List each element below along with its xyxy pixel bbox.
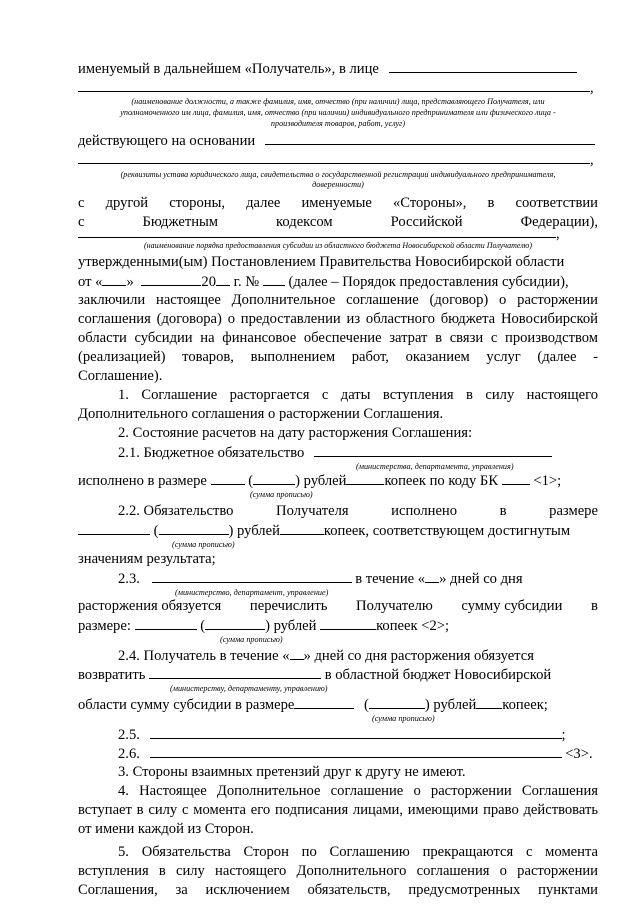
word: размере	[549, 503, 598, 519]
text-from: от «	[78, 274, 103, 290]
clause-2-2-cont	[78, 522, 598, 540]
blank-clause-2-5[interactable]	[150, 726, 562, 739]
text-recipient: именуемый в дальнейшем «Получатель», в лице	[78, 61, 379, 77]
word: другой	[105, 195, 149, 211]
text-kopecks-bk: копеек по коду БК	[384, 473, 499, 489]
word: кодексом	[276, 214, 333, 230]
blank-amount-words[interactable]	[159, 522, 229, 535]
clause-2-5	[118, 726, 638, 744]
blank-kopecks[interactable]	[476, 696, 502, 709]
note-sum-words: (сумма прописью)	[250, 490, 313, 499]
clause-2: 2. Состояние расчетов на дату расторжения Соглашения:	[118, 425, 473, 441]
text-return: возвратить	[78, 667, 146, 683]
clause-4-end: от имени каждой из Сторон.	[78, 821, 254, 837]
clause-2-2-end: значениям результата;	[78, 551, 216, 567]
text-rubles: ) рублей	[228, 523, 280, 539]
line-basis	[78, 132, 598, 150]
clause-2-1-cont	[78, 472, 598, 490]
clause-1-cont: Дополнительного соглашения о расторжении Соглашения.	[78, 406, 444, 422]
paren-open: (	[153, 523, 159, 539]
clause-2-4	[118, 647, 638, 665]
blank-ministry[interactable]	[149, 666, 321, 679]
word: с	[78, 195, 85, 211]
word: далее	[246, 195, 281, 211]
line-agreement-term: Соглашение).	[78, 368, 163, 384]
word: 2.2. Обязательство	[118, 503, 234, 519]
note-procedure: (наименование порядка предоставления субсидии из областного бюджета Новосибирской области Получателю)	[144, 241, 532, 250]
word: исполнено	[391, 503, 458, 519]
note-basis-2: доверенности)	[312, 180, 364, 189]
clause-2-3-amount	[78, 617, 598, 635]
line-other-party	[78, 195, 598, 212]
comma: ,	[590, 152, 594, 168]
blank-representative[interactable]	[389, 60, 577, 73]
clause-number: 2.5.	[118, 727, 140, 743]
note-sum-words: (сумма прописью)	[220, 635, 283, 644]
text-kopecks-fn2: копеек <2>;	[376, 618, 450, 634]
blank-number[interactable]	[263, 273, 285, 286]
word: в	[591, 598, 598, 614]
blank-amount[interactable]	[135, 617, 197, 630]
word: Российской	[390, 214, 463, 230]
word: расторжения обязуется	[78, 598, 222, 614]
line-concluded: заключили настоящее Дополнительное соглашение (договор) о расторжении	[78, 292, 598, 308]
clause-4: 4. Настоящее Дополнительное соглашение о расторжении Соглашения	[118, 783, 598, 799]
text-rubles: ) рублей	[265, 618, 317, 634]
paren-open: (	[200, 618, 206, 634]
blank-amount-words[interactable]	[253, 472, 295, 485]
paren-open: (	[364, 697, 369, 713]
text-basis: действующего на основании	[78, 133, 256, 149]
word: перечислить	[249, 598, 328, 614]
blank-kopecks[interactable]	[346, 472, 384, 485]
blank-ministry[interactable]	[152, 570, 352, 583]
blank-amount[interactable]	[211, 472, 245, 485]
blank-year[interactable]	[216, 273, 230, 286]
text-kopecks: копеек;	[502, 697, 548, 713]
word: сумму субсидии	[461, 598, 563, 614]
clause-number: 2.3.	[118, 571, 140, 587]
clause-4-cont: вступает в силу с момента его подписания лицами, имеющими право действовать	[78, 802, 598, 818]
blank-amount-words[interactable]	[205, 617, 265, 630]
text-days-from: » дней со дня	[439, 571, 523, 587]
note-representative-2: уполномоченного им лица, фамилия, имя, отчество (при наличии) индивидуального предпринимателя или физического лица -	[120, 108, 556, 117]
clause-1: 1. Соглашение расторгается с даты вступления в силу настоящего	[118, 387, 598, 403]
word: стороны,	[169, 195, 226, 211]
blank-days[interactable]	[425, 570, 439, 583]
text-budget-obligation: 2.1. Бюджетное обязательство	[118, 445, 305, 461]
note-representative-1: (наименование должности, а также фамилия, имя, отчество (при наличии) лица, представляющего Получателя, или	[131, 97, 545, 106]
text-rubles: ) рублей	[295, 473, 347, 489]
note-sum-words: (сумма прописью)	[372, 714, 435, 723]
word: Получателю	[356, 598, 433, 614]
blank-day[interactable]	[102, 273, 126, 286]
word: в	[499, 503, 507, 519]
text-recipient-within: 2.4. Получатель в течение «	[118, 648, 290, 664]
clause-2-1	[118, 444, 638, 462]
blank-basis[interactable]	[265, 132, 595, 145]
clause-3: 3. Стороны взаимных претензий друг к другу не имеют.	[118, 764, 466, 780]
line-recipient	[78, 60, 598, 78]
clause-2-4-return	[78, 666, 598, 684]
clause-number: 2.6.	[118, 746, 140, 762]
line-agreement: соглашения (договора) о предоставлении из областного бюджета Новосибирской	[78, 311, 598, 327]
word: Бюджетным	[142, 214, 219, 230]
text-regional-budget: в областной бюджет Новосибирской	[324, 667, 552, 683]
blank-kopecks[interactable]	[280, 522, 324, 535]
blank-month[interactable]	[141, 273, 201, 286]
clause-2-3-cont	[78, 598, 598, 615]
word: Получателя	[276, 503, 349, 519]
note-ministry: (министерство, департамент, управление)	[175, 588, 329, 597]
semicolon: ;	[561, 727, 566, 743]
text-number-sign: г. №	[233, 274, 260, 290]
line-realization: (реализацией) товаров, выполнением работ, оказанием услуг (далее -	[78, 349, 598, 365]
clause-5-cont: вступления в силу настоящего Дополнительного соглашения о расторжении	[78, 863, 598, 879]
comma: ,	[590, 80, 594, 96]
text-area-amount: области сумму субсидии в размере	[78, 697, 295, 713]
text-days-obliged: » дней со дня расторжения обязуется	[303, 648, 534, 664]
blank-days[interactable]	[290, 647, 304, 660]
blank-ministry[interactable]	[314, 444, 552, 457]
clause-2-3	[118, 570, 638, 588]
footnote-3: <3>.	[565, 746, 593, 762]
word: с	[78, 214, 85, 230]
footnote-1: <1>;	[533, 473, 562, 489]
paren-open: (	[248, 473, 254, 489]
text-hereafter: (далее – Порядок предоставления субсидии),	[288, 274, 569, 290]
clause-5: 5. Обязательства Сторон по Соглашению прекращаются с момента	[118, 844, 598, 860]
text-year-prefix: 20	[201, 274, 216, 290]
blank-procedure[interactable]	[78, 225, 556, 238]
text-rubles: ) рублей	[424, 697, 477, 713]
note-ministry: (министерству, департаменту, управлению)	[170, 684, 328, 693]
clause-5-cont2: Соглашения, за исключением обязательств, предусмотренных пунктами	[78, 882, 598, 898]
text-kopecks-result: копеек, соответствующем достигнутым	[323, 523, 571, 539]
word: именуемые	[301, 195, 372, 211]
note-basis-1: (реквизиты устава юридического лица, свидетельства о государственной регистрации индивидуального предпринимателя,	[120, 170, 556, 179]
word: Федерации),	[520, 214, 598, 230]
text-amount: размере:	[78, 618, 131, 634]
word: соответствии	[515, 195, 598, 211]
note-ministry: (министерства, департамента, управления)	[356, 462, 514, 471]
clause-2-4-amount	[78, 696, 598, 714]
blank-amount-words[interactable]	[369, 696, 425, 709]
line-financial: области субсидии на финансовое обеспечение затрат в связи с производством	[78, 330, 598, 346]
blank-representative-cont[interactable]	[78, 79, 590, 92]
blank-clause-2-6[interactable]	[150, 745, 562, 758]
clause-2-6	[118, 745, 638, 763]
line-approved: утвержденными(ым) Постановлением Правительства Новосибирской области	[78, 254, 565, 270]
word: «Стороны»,	[392, 195, 467, 211]
quote-close: »	[126, 274, 134, 290]
note-sum-words: (сумма прописью)	[172, 540, 235, 549]
line-representative-cont	[78, 79, 598, 97]
word: в	[487, 195, 495, 211]
blank-basis-cont[interactable]	[78, 151, 590, 164]
text-executed-amount: исполнено в размере	[78, 473, 207, 489]
text-within: в течение «	[355, 571, 426, 587]
comma: ,	[556, 226, 560, 242]
blank-amount[interactable]	[294, 696, 354, 709]
line-basis-cont	[78, 151, 598, 169]
note-representative-3: производителя товаров, работ, услуг)	[270, 119, 406, 128]
clause-2-2	[118, 503, 598, 520]
blank-bk-code[interactable]	[502, 472, 530, 485]
line-dated	[78, 273, 598, 291]
blank-amount[interactable]	[78, 522, 150, 535]
blank-kopecks[interactable]	[320, 617, 376, 630]
